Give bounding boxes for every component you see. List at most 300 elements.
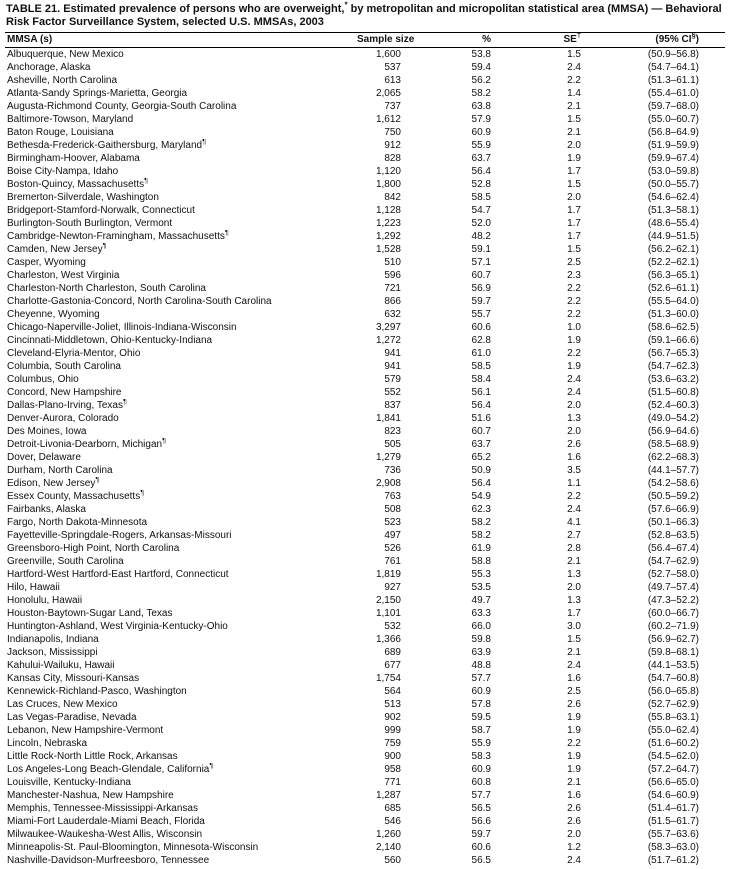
standard-error: 2.4 <box>567 374 581 385</box>
confidence-interval: (54.5–62.0) <box>647 751 699 762</box>
confidence-interval: (50.0–55.7) <box>647 179 699 190</box>
mmsa-name: Columbus, Ohio <box>7 374 79 385</box>
sample-size: 1,128 <box>375 205 401 216</box>
table-row <box>5 464 725 477</box>
sample-size: 736 <box>384 465 401 476</box>
table-row <box>5 854 725 867</box>
mmsa-name: Charleston-North Charleston, South Carolina <box>7 283 206 294</box>
table-row <box>5 841 725 854</box>
sample-size: 750 <box>384 127 401 138</box>
standard-error: 1.7 <box>567 205 581 216</box>
sample-size: 510 <box>384 257 401 268</box>
mmsa-name: Denver-Aurora, Colorado <box>7 413 119 424</box>
percent: 56.1 <box>471 387 491 398</box>
confidence-interval: (62.2–68.3) <box>647 452 699 463</box>
standard-error: 3.0 <box>567 621 581 632</box>
percent: 63.3 <box>471 608 491 619</box>
standard-error: 1.9 <box>567 725 581 736</box>
percent: 52.8 <box>471 179 491 190</box>
sample-size: 941 <box>384 361 401 372</box>
sample-size: 837 <box>384 400 401 411</box>
mmsa-name: Boston-Quincy, Massachusetts¶ <box>7 178 149 190</box>
confidence-interval: (51.3–61.1) <box>647 75 699 86</box>
standard-error: 2.4 <box>567 62 581 73</box>
standard-error: 2.5 <box>567 686 581 697</box>
sample-size: 1,754 <box>375 673 401 684</box>
table-body <box>5 48 725 868</box>
sample-size: 1,260 <box>375 829 401 840</box>
sample-size: 3,297 <box>375 322 401 333</box>
confidence-interval: (51.3–58.1) <box>647 205 699 216</box>
percent: 59.5 <box>471 712 491 723</box>
percent: 57.7 <box>471 790 491 801</box>
mmsa-name: Casper, Wyoming <box>7 257 86 268</box>
mmsa-name: Anchorage, Alaska <box>7 62 91 73</box>
mmsa-name: Minneapolis-St. Paul-Bloomington, Minnesota-Wisconsin <box>7 842 259 853</box>
mmsa-name: Indianapolis, Indiana <box>7 634 99 645</box>
table-row <box>5 113 725 126</box>
standard-error: 1.4 <box>567 88 581 99</box>
table-row <box>5 646 725 659</box>
standard-error: 1.7 <box>567 608 581 619</box>
table-row <box>5 282 725 295</box>
standard-error: 1.5 <box>567 114 581 125</box>
percent: 56.9 <box>471 283 491 294</box>
confidence-interval: (56.2–62.1) <box>647 244 699 255</box>
percent: 60.9 <box>471 686 491 697</box>
sample-size: 1,272 <box>375 335 401 346</box>
confidence-interval: (51.5–61.7) <box>647 816 699 827</box>
mmsa-name: Los Angeles-Long Beach-Glendale, California¶ <box>7 763 214 775</box>
table-row <box>5 139 725 152</box>
mmsa-name: Charlotte-Gastonia-Concord, North Carolina-South Carolina <box>7 296 272 307</box>
sample-size: 1,600 <box>375 49 401 60</box>
confidence-interval: (55.7–63.6) <box>647 829 699 840</box>
percent: 58.7 <box>471 725 491 736</box>
percent: 57.8 <box>471 699 491 710</box>
table-row <box>5 516 725 529</box>
confidence-interval: (52.2–62.1) <box>647 257 699 268</box>
mmsa-name: Albuquerque, New Mexico <box>7 49 124 60</box>
standard-error: 2.6 <box>567 439 581 450</box>
mmsa-name: Kennewick-Richland-Pasco, Washington <box>7 686 187 697</box>
sample-size: 737 <box>384 101 401 112</box>
standard-error: 2.4 <box>567 504 581 515</box>
confidence-interval: (51.9–59.9) <box>647 140 699 151</box>
confidence-interval: (48.6–55.4) <box>647 218 699 229</box>
percent: 56.5 <box>471 855 491 866</box>
confidence-interval: (56.9–64.6) <box>647 426 699 437</box>
mmsa-name: Kahului-Wailuku, Hawaii <box>7 660 115 671</box>
percent: 56.5 <box>471 803 491 814</box>
confidence-interval: (56.8–64.9) <box>647 127 699 138</box>
table-row <box>5 750 725 763</box>
sample-size: 1,366 <box>375 634 401 645</box>
confidence-interval: (52.4–60.3) <box>647 400 699 411</box>
standard-error: 1.9 <box>567 335 581 346</box>
standard-error: 2.2 <box>567 296 581 307</box>
sample-size: 1,279 <box>375 452 401 463</box>
confidence-interval: (55.4–61.0) <box>647 88 699 99</box>
sample-size: 564 <box>384 686 401 697</box>
table-row <box>5 698 725 711</box>
table-row <box>5 737 725 750</box>
confidence-interval: (56.9–62.7) <box>647 634 699 645</box>
sample-size: 560 <box>384 855 401 866</box>
table-row <box>5 230 725 243</box>
percent: 66.0 <box>471 621 491 632</box>
table-row <box>5 620 725 633</box>
standard-error: 2.4 <box>567 387 581 398</box>
percent: 58.4 <box>471 374 491 385</box>
sample-size: 537 <box>384 62 401 73</box>
confidence-interval: (52.7–62.9) <box>647 699 699 710</box>
confidence-interval: (60.2–71.9) <box>647 621 699 632</box>
sample-size: 579 <box>384 374 401 385</box>
confidence-interval: (50.1–66.3) <box>647 517 699 528</box>
percent: 53.5 <box>471 582 491 593</box>
mmsa-name: Little Rock-North Little Rock, Arkansas <box>7 751 178 762</box>
confidence-interval: (54.7–62.9) <box>647 556 699 567</box>
mmsa-name: Dallas-Plano-Irving, Texas¶ <box>7 399 128 411</box>
standard-error: 1.5 <box>567 244 581 255</box>
table-row <box>5 61 725 74</box>
confidence-interval: (52.7–58.0) <box>647 569 699 580</box>
mmsa-name: Durham, North Carolina <box>7 465 113 476</box>
mmsa-name: Burlington-South Burlington, Vermont <box>7 218 173 229</box>
mmsa-name: Bremerton-Silverdale, Washington <box>7 192 159 203</box>
percent: 59.7 <box>471 296 491 307</box>
sample-size: 2,908 <box>375 478 401 489</box>
sample-size: 823 <box>384 426 401 437</box>
table-row <box>5 126 725 139</box>
table-row <box>5 191 725 204</box>
percent: 58.3 <box>471 751 491 762</box>
sample-size: 1,101 <box>375 608 401 619</box>
table-row <box>5 295 725 308</box>
mmsa-name: Baton Rouge, Louisiana <box>7 127 114 138</box>
sample-size: 1,528 <box>375 244 401 255</box>
mmsa-name: Birmingham-Hoover, Alabama <box>7 153 140 164</box>
table-row <box>5 204 725 217</box>
standard-error: 1.7 <box>567 166 581 177</box>
percent: 59.7 <box>471 829 491 840</box>
mmsa-name: Greenville, South Carolina <box>7 556 124 567</box>
column-header-mmsa: MMSA (s) <box>5 33 355 48</box>
table-row <box>5 217 725 230</box>
confidence-interval: (51.7–61.2) <box>647 855 699 866</box>
mmsa-name: Hartford-West Hartford-East Hartford, Connecticut <box>7 569 229 580</box>
percent: 54.9 <box>471 491 491 502</box>
confidence-interval: (55.8–63.1) <box>647 712 699 723</box>
mmsa-name: Kansas City, Missouri-Kansas <box>7 673 140 684</box>
percent: 56.4 <box>471 478 491 489</box>
percent: 56.4 <box>471 166 491 177</box>
mmsa-name: Detroit-Livonia-Dearborn, Michigan¶ <box>7 438 167 450</box>
table-row <box>5 815 725 828</box>
sample-size: 1,292 <box>375 231 401 242</box>
table-row <box>5 347 725 360</box>
standard-error: 2.3 <box>567 270 581 281</box>
sample-size: 505 <box>384 439 401 450</box>
percent: 63.7 <box>471 153 491 164</box>
mmsa-name: Augusta-Richmond County, Georgia-South Carolina <box>7 101 237 112</box>
mmsa-name: Cincinnati-Middletown, Ohio-Kentucky-Indiana <box>7 335 213 346</box>
standard-error: 2.4 <box>567 855 581 866</box>
percent: 56.6 <box>471 816 491 827</box>
confidence-interval: (54.7–64.1) <box>647 62 699 73</box>
table-title: TABLE 21. Estimated prevalence of persons who are overweight,* by metropolitan and micropolitan statistical area (MMSA) — Behavioral Risk Factor Surveillance System, selected U.S. MMSAs, 2003 <box>6 0 722 28</box>
confidence-interval: (58.6–62.5) <box>647 322 699 333</box>
standard-error: 2.0 <box>567 192 581 203</box>
table-row <box>5 100 725 113</box>
table-row <box>5 269 725 282</box>
sample-size: 685 <box>384 803 401 814</box>
table-row <box>5 763 725 776</box>
mmsa-name: Milwaukee-Waukesha-West Allis, Wisconsin <box>7 829 203 840</box>
table-row <box>5 243 725 256</box>
column-header-sample-size: Sample size <box>355 33 415 48</box>
standard-error: 2.8 <box>567 543 581 554</box>
percent: 61.0 <box>471 348 491 359</box>
standard-error: 2.1 <box>567 556 581 567</box>
standard-error: 1.3 <box>567 595 581 606</box>
standard-error: 1.5 <box>567 179 581 190</box>
mmsa-name: Lincoln, Nebraska <box>7 738 88 749</box>
confidence-interval: (56.4–67.4) <box>647 543 699 554</box>
standard-error: 2.1 <box>567 777 581 788</box>
percent: 60.6 <box>471 322 491 333</box>
confidence-interval: (55.0–62.4) <box>647 725 699 736</box>
sample-size: 902 <box>384 712 401 723</box>
sample-size: 1,819 <box>375 569 401 580</box>
mmsa-name: Baltimore-Towson, Maryland <box>7 114 134 125</box>
standard-error: 2.6 <box>567 803 581 814</box>
mmsa-name: Cambridge-Newton-Framingham, Massachusetts¶ <box>7 230 229 242</box>
percent: 48.8 <box>471 660 491 671</box>
sample-size: 2,140 <box>375 842 401 853</box>
percent: 50.9 <box>471 465 491 476</box>
table-row <box>5 555 725 568</box>
table-row <box>5 659 725 672</box>
percent: 55.9 <box>471 140 491 151</box>
confidence-interval: (54.6–60.9) <box>647 790 699 801</box>
standard-error: 2.1 <box>567 647 581 658</box>
confidence-interval: (59.8–68.1) <box>647 647 699 658</box>
sample-size: 532 <box>384 621 401 632</box>
confidence-interval: (58.5–68.9) <box>647 439 699 450</box>
column-header-percent: % <box>415 33 493 48</box>
percent: 63.9 <box>471 647 491 658</box>
prevalence-table <box>5 32 725 867</box>
table-row <box>5 165 725 178</box>
confidence-interval: (49.0–54.2) <box>647 413 699 424</box>
percent: 59.8 <box>471 634 491 645</box>
percent: 57.9 <box>471 114 491 125</box>
percent: 62.8 <box>471 335 491 346</box>
confidence-interval: (51.4–61.7) <box>647 803 699 814</box>
standard-error: 2.2 <box>567 348 581 359</box>
sample-size: 1,612 <box>375 114 401 125</box>
percent: 60.8 <box>471 777 491 788</box>
confidence-interval: (56.3–65.1) <box>647 270 699 281</box>
table-row <box>5 386 725 399</box>
confidence-interval: (53.6–63.2) <box>647 374 699 385</box>
sample-size: 2,065 <box>375 88 401 99</box>
standard-error: 4.1 <box>567 517 581 528</box>
percent: 48.2 <box>471 231 491 242</box>
confidence-interval: (60.0–66.7) <box>647 608 699 619</box>
table-row <box>5 87 725 100</box>
table-row <box>5 633 725 646</box>
confidence-interval: (44.9–51.5) <box>647 231 699 242</box>
mmsa-name: Greensboro-High Point, North Carolina <box>7 543 180 554</box>
sample-size: 958 <box>384 764 401 775</box>
sample-size: 689 <box>384 647 401 658</box>
sample-size: 523 <box>384 517 401 528</box>
standard-error: 2.2 <box>567 75 581 86</box>
sample-size: 999 <box>384 725 401 736</box>
standard-error: 1.9 <box>567 764 581 775</box>
sample-size: 721 <box>384 283 401 294</box>
percent: 62.3 <box>471 504 491 515</box>
confidence-interval: (52.8–63.5) <box>647 530 699 541</box>
mmsa-name: Hilo, Hawaii <box>7 582 60 593</box>
table-header <box>5 30 725 48</box>
standard-error: 1.5 <box>567 634 581 645</box>
table-row <box>5 399 725 412</box>
percent: 54.7 <box>471 205 491 216</box>
mmsa-name: Bethesda-Frederick-Gaithersburg, Maryland¶ <box>7 139 207 151</box>
confidence-interval: (53.0–59.8) <box>647 166 699 177</box>
mmsa-name: Edison, New Jersey¶ <box>7 477 100 489</box>
mmsa-name: Fairbanks, Alaska <box>7 504 86 515</box>
standard-error: 3.5 <box>567 465 581 476</box>
confidence-interval: (47.3–52.2) <box>647 595 699 606</box>
mmsa-name: Las Vegas-Paradise, Nevada <box>7 712 137 723</box>
mmsa-name: Huntington-Ashland, West Virginia-Kentucky-Ohio <box>7 621 228 632</box>
percent: 63.7 <box>471 439 491 450</box>
percent: 56.2 <box>471 75 491 86</box>
standard-error: 1.9 <box>567 751 581 762</box>
table-row <box>5 724 725 737</box>
standard-error: 2.0 <box>567 829 581 840</box>
confidence-interval: (54.6–62.4) <box>647 192 699 203</box>
standard-error: 1.3 <box>567 569 581 580</box>
standard-error: 2.0 <box>567 140 581 151</box>
table-row <box>5 789 725 802</box>
table-row <box>5 607 725 620</box>
mmsa-name: Houston-Baytown-Sugar Land, Texas <box>7 608 173 619</box>
sample-size: 632 <box>384 309 401 320</box>
sample-size: 1,120 <box>375 166 401 177</box>
confidence-interval: (51.5–60.8) <box>647 387 699 398</box>
confidence-interval: (50.9–56.8) <box>647 49 699 60</box>
table-row <box>5 321 725 334</box>
confidence-interval: (55.0–60.7) <box>647 114 699 125</box>
percent: 58.2 <box>471 517 491 528</box>
sample-size: 497 <box>384 530 401 541</box>
table-row <box>5 152 725 165</box>
confidence-interval: (59.9–67.4) <box>647 153 699 164</box>
percent: 60.7 <box>471 270 491 281</box>
table-row <box>5 581 725 594</box>
table-row <box>5 490 725 503</box>
sample-size: 912 <box>384 140 401 151</box>
table-row <box>5 451 725 464</box>
mmsa-name: Essex County, Massachusetts¶ <box>7 490 145 502</box>
sample-size: 1,841 <box>375 413 401 424</box>
header-row <box>5 33 725 48</box>
standard-error: 1.6 <box>567 790 581 801</box>
standard-error: 2.2 <box>567 491 581 502</box>
sample-size: 941 <box>384 348 401 359</box>
percent: 55.9 <box>471 738 491 749</box>
table-row <box>5 542 725 555</box>
mmsa-name: Des Moines, Iowa <box>7 426 87 437</box>
mmsa-name: Camden, New Jersey¶ <box>7 243 107 255</box>
mmsa-name: Jackson, Mississippi <box>7 647 98 658</box>
percent: 60.6 <box>471 842 491 853</box>
percent: 60.9 <box>471 127 491 138</box>
confidence-interval: (56.6–65.0) <box>647 777 699 788</box>
table-row <box>5 503 725 516</box>
standard-error: 2.7 <box>567 530 581 541</box>
standard-error: 1.9 <box>567 361 581 372</box>
standard-error: 1.6 <box>567 673 581 684</box>
confidence-interval: (44.1–57.7) <box>647 465 699 476</box>
mmsa-name: Fayetteville-Springdale-Rogers, Arkansas-Missouri <box>7 530 232 541</box>
sample-size: 761 <box>384 556 401 567</box>
table-row <box>5 373 725 386</box>
sample-size: 526 <box>384 543 401 554</box>
confidence-interval: (59.1–66.6) <box>647 335 699 346</box>
percent: 58.5 <box>471 192 491 203</box>
percent: 65.2 <box>471 452 491 463</box>
confidence-interval: (54.2–58.6) <box>647 478 699 489</box>
standard-error: 1.0 <box>567 322 581 333</box>
mmsa-name: Atlanta-Sandy Springs-Marietta, Georgia <box>7 88 188 99</box>
standard-error: 1.9 <box>567 153 581 164</box>
confidence-interval: (57.6–66.9) <box>647 504 699 515</box>
mmsa-name: Columbia, South Carolina <box>7 361 121 372</box>
sample-size: 763 <box>384 491 401 502</box>
table-row <box>5 711 725 724</box>
mmsa-name: Louisville, Kentucky-Indiana <box>7 777 131 788</box>
confidence-interval: (55.5–64.0) <box>647 296 699 307</box>
sample-size: 513 <box>384 699 401 710</box>
sample-size: 1,223 <box>375 218 401 229</box>
sample-size: 828 <box>384 153 401 164</box>
mmsa-name: Lebanon, New Hampshire-Vermont <box>7 725 164 736</box>
table-row <box>5 568 725 581</box>
sample-size: 1,287 <box>375 790 401 801</box>
percent: 53.8 <box>471 49 491 60</box>
sample-size: 1,800 <box>375 179 401 190</box>
confidence-interval: (50.5–59.2) <box>647 491 699 502</box>
table-row <box>5 74 725 87</box>
percent: 59.1 <box>471 244 491 255</box>
standard-error: 1.7 <box>567 218 581 229</box>
sample-size: 842 <box>384 192 401 203</box>
confidence-interval: (54.7–62.3) <box>647 361 699 372</box>
confidence-interval: (44.1–53.5) <box>647 660 699 671</box>
table-row <box>5 828 725 841</box>
percent: 61.9 <box>471 543 491 554</box>
mmsa-name: Dover, Delaware <box>7 452 81 463</box>
mmsa-name: Boise City-Nampa, Idaho <box>7 166 119 177</box>
table-row <box>5 685 725 698</box>
